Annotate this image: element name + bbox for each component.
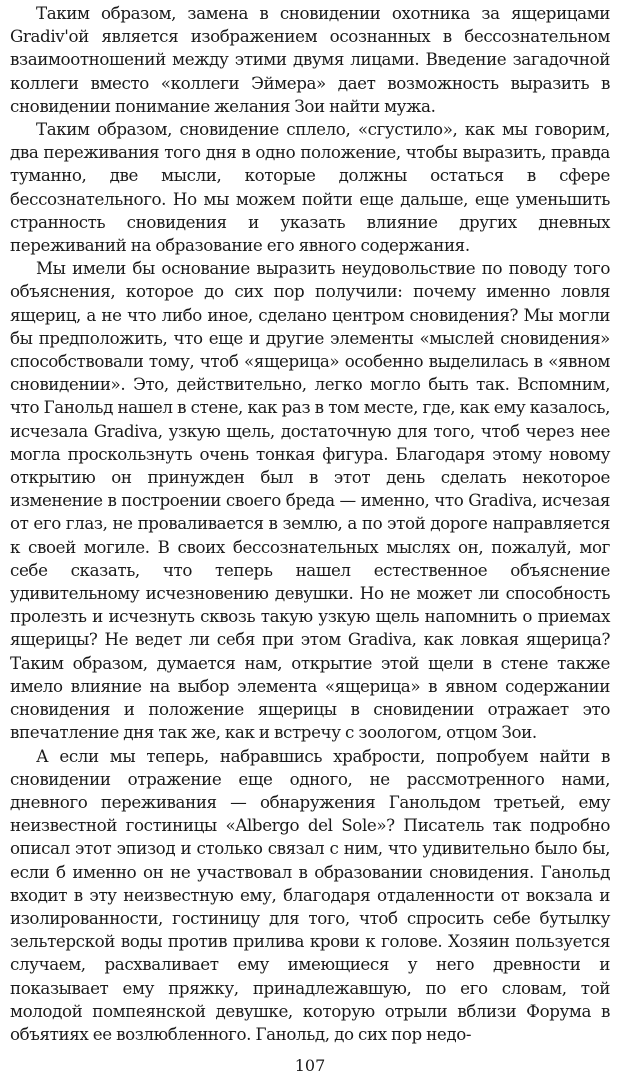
body-text <box>10 2 610 1046</box>
paragraph-4: А если мы теперь, набравшись храбрости, попробуем найти в сновидении отражение еще одного, не рассмотренного нами, дневного переживания — обнаружения Ганольдом третьей, ему неизвестной гостиницы «Albergo del Sole»? Писатель так подробно описал этот эпизод и столько связал с ним, что удивительно было бы, если б именно он не участвовал в образовании сновидения. Ганольд входит в эту неизвестную ему, благодаря отдаленности от вокзала и изолированности, гостиницу для того, чтоб спросить себе бутылку зельтерской воды против прилива крови к голове. Хозяин пользуется случаем, расхваливает ему имеющиеся у него древности и показывает ему пряжку, принадлежавшую, по его словам, той молодой помпеянской девушке, которую отрыли вблизи Форума в объятиях ее возлюбленного. Ганольд, до сих пор недо- <box>10 745 610 1044</box>
page-number: 107 <box>294 1056 326 1075</box>
paragraph-3: Мы имели бы основание выразить неудовольствие по поводу того объяснения, которое до сих пор получили: почему именно ловля ящериц, а не что либо иное, сделано центром сновидения? Мы могли бы предположить, что еще и другие элементы «мыслей сновидения» способствовали тому, чтоб «ящерица» особенно выделилась в «явном сновидении». Это, действительно, легко могло быть так. Вспомним, что Ганольд нашел в стене, как раз в том месте, где, как ему казалось, исчезала Gradiva, узкую щель, достаточную для того, чтоб через нее могла проскользнуть очень тонкая фигура. Благодаря этому новому открытию он принужден был в этот день сделать некоторое изменение в построении своего бреда — именно, что Gradiva, исчезая от его глаз, не проваливается в землю, а по этой дороге направляется к своей могиле. В своих бессознательных мыслях он, пожалуй, мог себе сказать, что теперь нашел естественное объяснение удивительному исчезновению девушки. Но не может ли способность пролезть и исчезнуть сквозь такую узкую щель напомнить о приемах ящерицы? Не ведет ли себя при этом Gradiva, как ловкая ящерица? Таким образом, думается нам, открытие этой щели в стене также имело влияние на выбор элемента «ящерица» в явном содержании сновидения и положение ящерицы в сновидении отражает это впечатление дня так же, как и встречу с зоологом, отцом Зои. <box>10 258 610 743</box>
paragraph-1: Таким образом, замена в сновидении охотника за ящерицами Gradiv'ой является изображением осознанных в бессознательном взаимоотношений между этими двумя лицами. Введение загадочной коллеги вместо «коллеги Эймера» дает возможность выразить в сновидении понимание желания Зои найти мужа. <box>10 3 610 116</box>
paragraph-2: Таким образом, сновидение сплело, «сгустило», как мы говорим, два переживания того дня в одно положение, чтобы выразить, правда туманно, две мысли, которые должны остаться в сфере бессознательного. Но мы можем пойти еще дальше, еще уменьшить странность сновидения и указать влияние других дневных переживаний на образование его явного содержания. <box>10 119 610 256</box>
